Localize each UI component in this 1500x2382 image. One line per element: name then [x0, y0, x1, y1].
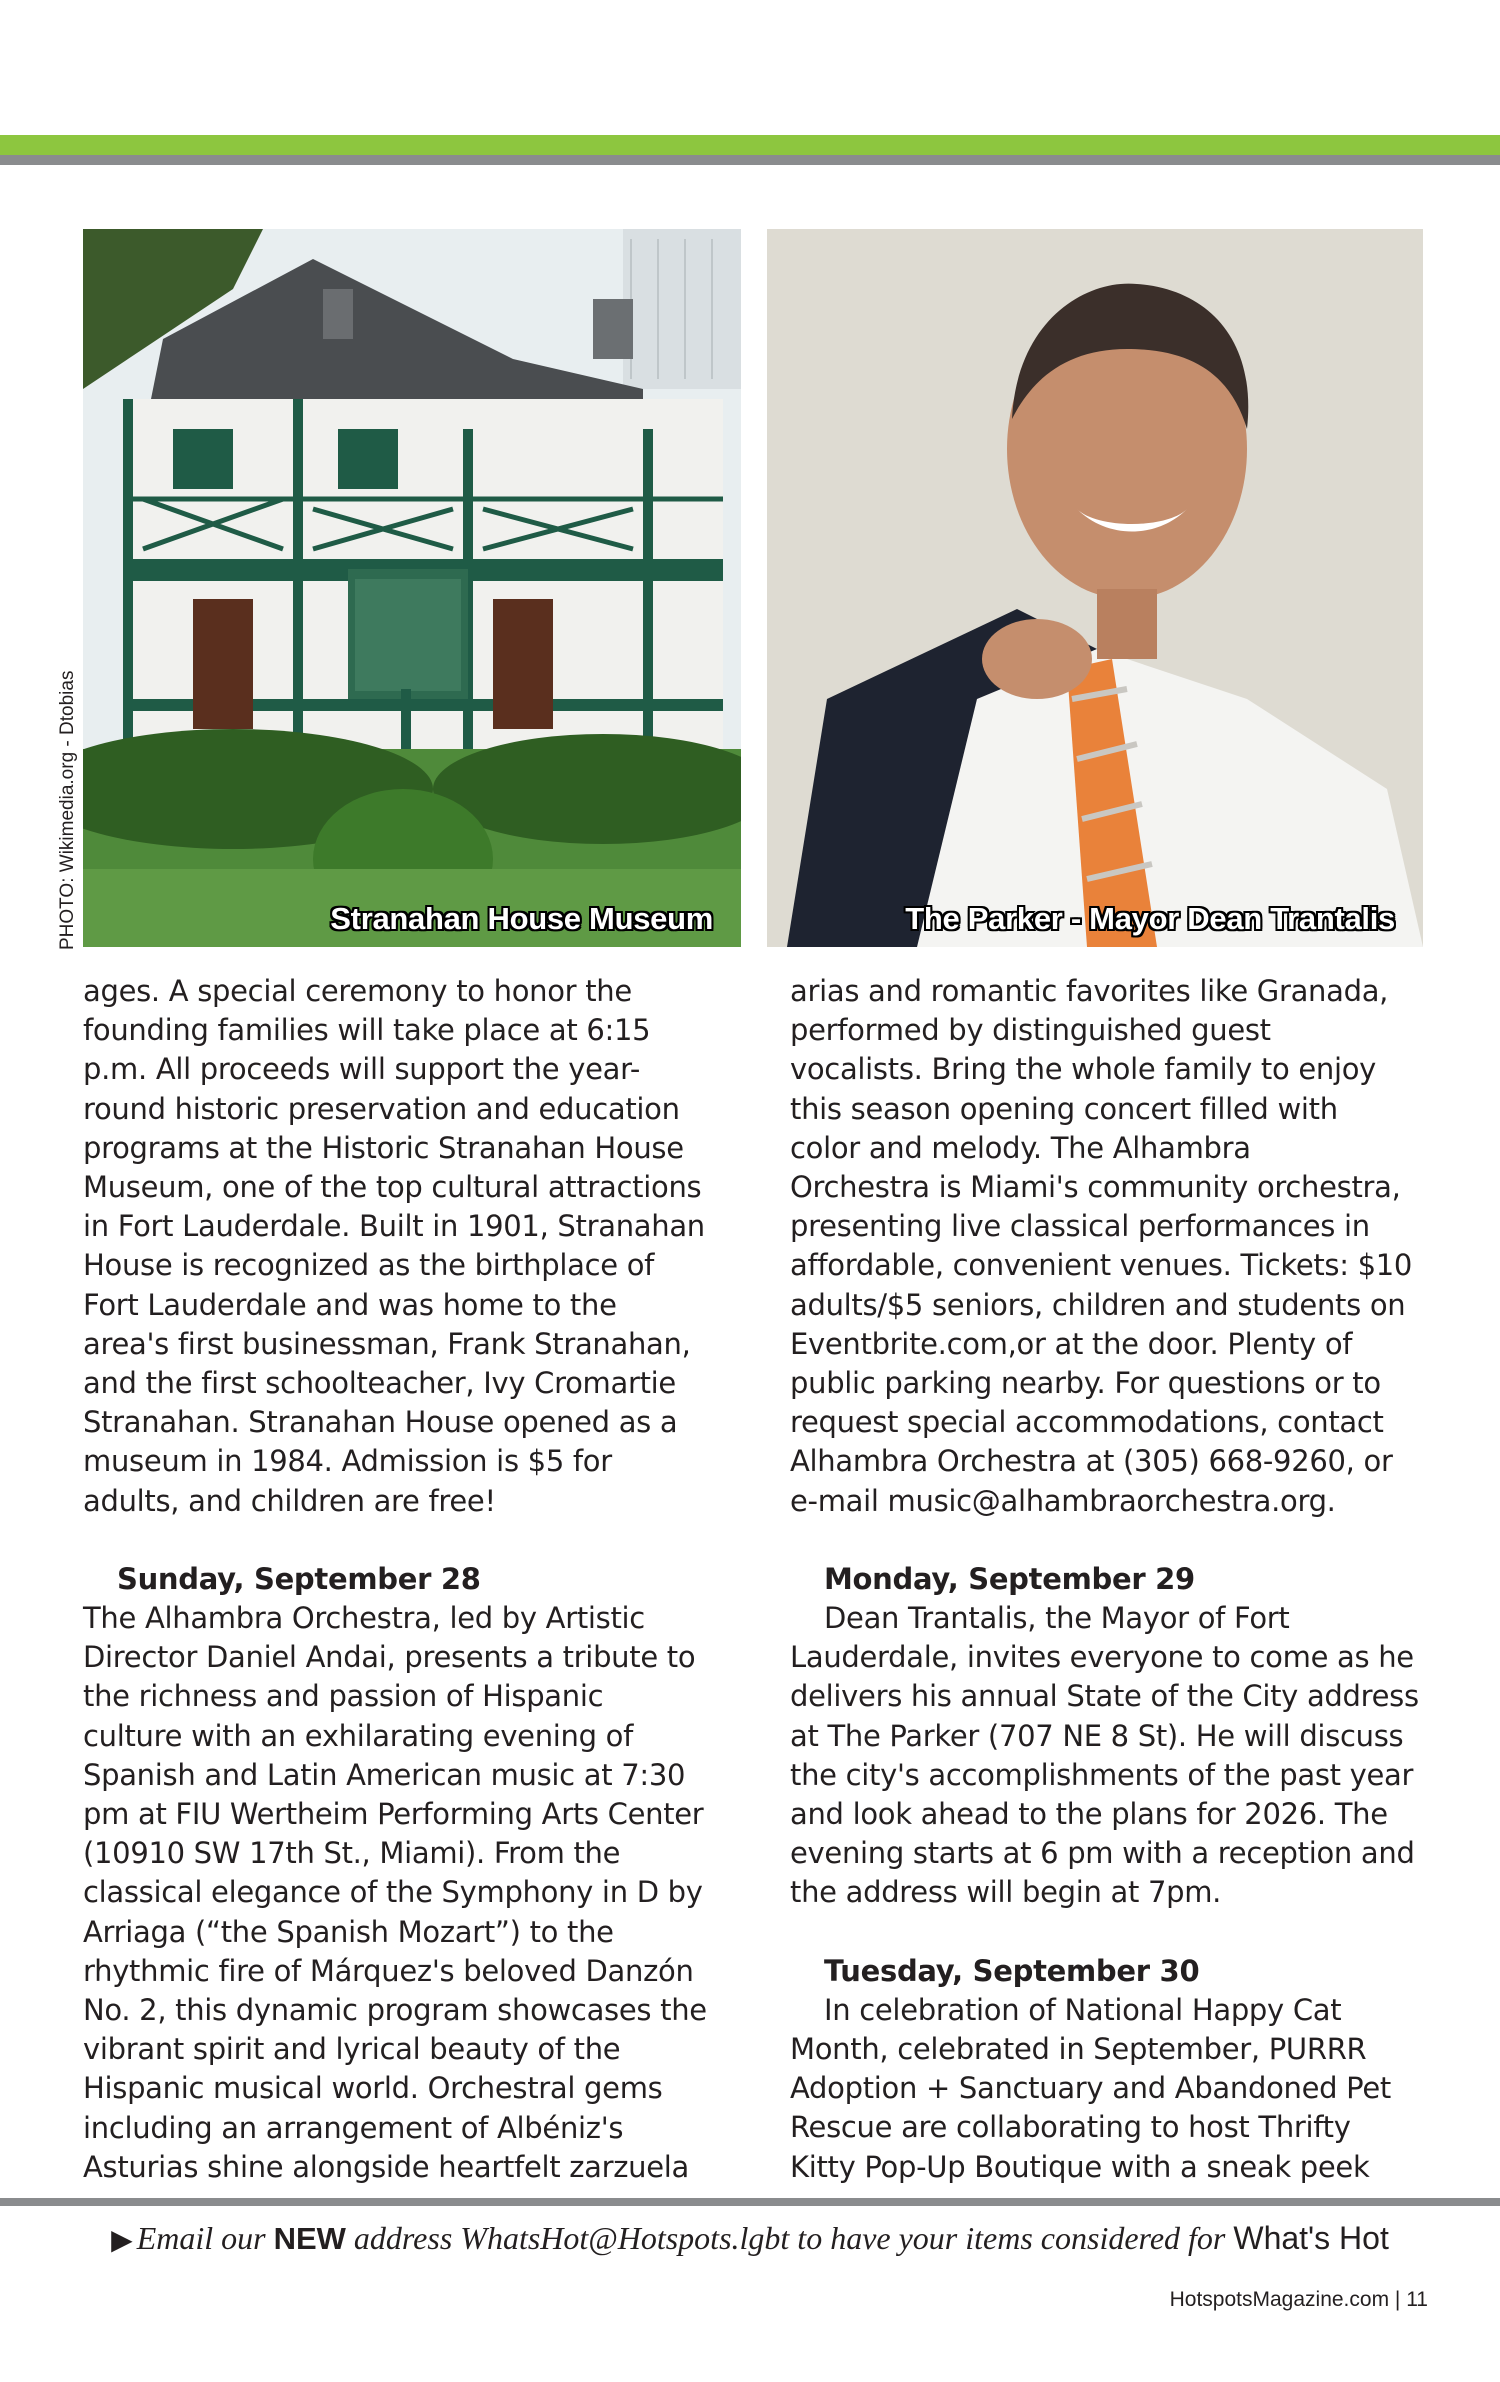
text-line: programs at the Historic Stranahan House	[83, 1130, 684, 1165]
text-line: request special accommodations, contact	[790, 1405, 1384, 1440]
text-line: Lauderdale, invites everyone to come as he	[790, 1640, 1414, 1675]
page-number: 11	[1406, 2288, 1428, 2311]
right-intro	[790, 972, 1440, 1521]
text-line: vibrant spirit and lyrical beauty of the	[83, 2032, 621, 2067]
sunday-heading: Sunday, September 28	[117, 1561, 481, 1596]
footer-lead: Email our	[136, 2220, 266, 2256]
tuesday-heading: Tuesday, September 30	[824, 1953, 1200, 1988]
stranahan-house-photo	[83, 229, 741, 947]
play-arrow-icon: ▶	[111, 2225, 133, 2256]
footer-submission-note	[0, 2220, 1500, 2257]
text-line: Spanish and Latin American music at 7:30	[83, 1757, 686, 1792]
house-illustration	[83, 229, 741, 947]
text-line: Kitty Pop-Up Boutique with a sneak peek	[790, 2149, 1370, 2184]
text-line: and look ahead to the plans for 2026. The	[790, 1797, 1388, 1832]
text-line: performed by distinguished guest	[790, 1013, 1271, 1048]
text-line: classical elegance of the Symphony in D by	[83, 1875, 703, 1910]
text-line: affordable, convenient venues. Tickets: $10	[790, 1248, 1413, 1283]
photo-caption-right: The Parker - Mayor Dean Trantalis	[905, 901, 1395, 936]
photo-caption-left: Stranahan House Museum	[330, 901, 713, 936]
right-column	[790, 972, 1440, 2187]
text-line: arias and romantic favorites like Granada,	[790, 974, 1389, 1008]
text-line: Alhambra Orchestra at (305) 668-9260, or	[790, 1444, 1393, 1479]
text-line: and the first schoolteacher, Ivy Cromartie	[83, 1366, 676, 1401]
left-column	[83, 972, 733, 2187]
text-line: culture with an exhilarating evening of	[83, 1718, 634, 1753]
text-line: delivers his annual State of the City address	[790, 1679, 1419, 1714]
text-line: Orchestra is Miami's community orchestra,	[790, 1170, 1401, 1205]
text-line: The Alhambra Orchestra, led by Artistic	[83, 1601, 645, 1636]
section-name: What's Hot	[1233, 2220, 1389, 2256]
text-line: color and melody. The Alhambra	[790, 1130, 1251, 1165]
sunday-body	[83, 1599, 733, 2187]
footer-rule	[0, 2198, 1500, 2206]
portrait-illustration	[767, 229, 1423, 947]
text-line: rhythmic fire of Márquez's beloved Danzón	[83, 1953, 694, 1988]
text-line: the richness and passion of Hispanic	[83, 1679, 604, 1714]
text-line: including an arrangement of Albéniz's	[83, 2110, 624, 2145]
text-line: Eventbrite.com,or at the door. Plenty of	[790, 1326, 1353, 1361]
tuesday-body	[790, 1991, 1440, 2187]
text-line: at The Parker (707 NE 8 St). He will discuss	[790, 1718, 1404, 1753]
text-line: round historic preservation and education	[83, 1091, 680, 1126]
text-line: evening starts at 6 pm with a reception and	[790, 1836, 1415, 1871]
text-line: Museum, one of the top cultural attractions	[83, 1170, 702, 1205]
text-line: (10910 SW 17th St., Miami). From the	[83, 1836, 621, 1871]
text-line: the city's accomplishments of the past year	[790, 1757, 1414, 1792]
header-green-bar	[0, 135, 1500, 155]
text-line: Stranahan. Stranahan House opened as a	[83, 1405, 678, 1440]
text-line: pm at FIU Wertheim Performing Arts Center	[83, 1797, 704, 1832]
text-line: founding families will take place at 6:15	[83, 1013, 651, 1048]
photo-credit: PHOTO: Wikimedia.org - Dtobias	[57, 670, 78, 950]
text-line: the address will begin at 7pm.	[790, 1875, 1222, 1910]
text-line: area's first businessman, Frank Stranahan,	[83, 1326, 691, 1361]
text-line: public parking nearby. For questions or to	[790, 1366, 1381, 1401]
text-line: In celebration of National Happy Cat	[824, 1992, 1342, 2027]
text-line: No. 2, this dynamic program showcases the	[83, 1993, 707, 2028]
text-line: p.m. All proceeds will support the year-	[83, 1052, 641, 1087]
text-line: Arriaga (“the Spanish Mozart”) to the	[83, 1914, 614, 1949]
text-line: Hispanic musical world. Orchestral gems	[83, 2071, 663, 2106]
text-line: House is recognized as the birthplace of	[83, 1248, 655, 1283]
text-line: Asturias shine alongside heartfelt zarzuela	[83, 2149, 690, 2184]
text-line: Dean Trantalis, the Mayor of Fort	[824, 1601, 1290, 1636]
text-line: Fort Lauderdale and was home to the	[83, 1287, 617, 1322]
text-line: adults, and children are free!	[83, 1483, 496, 1518]
text-line: this season opening concert filled with	[790, 1091, 1338, 1126]
text-line: in Fort Lauderdale. Built in 1901, Stranahan	[83, 1209, 705, 1244]
new-label: NEW	[273, 2221, 346, 2256]
text-line: e-mail music@alhambraorchestra.org.	[790, 1483, 1336, 1518]
text-line: presenting live classical performances in	[790, 1209, 1370, 1244]
left-intro	[83, 972, 733, 1521]
site-name: HotspotsMagazine.com	[1169, 2288, 1390, 2311]
text-line: vocalists. Bring the whole family to enjoy	[790, 1052, 1377, 1087]
text-line: Adoption + Sanctuary and Abandoned Pet	[790, 2071, 1391, 2106]
header-gray-bar	[0, 155, 1500, 165]
text-line: Rescue are collaborating to host Thrifty	[790, 2110, 1351, 2145]
mayor-portrait-photo	[767, 229, 1423, 947]
text-line: Director Daniel Andai, presents a tribute to	[83, 1640, 696, 1675]
text-line: museum in 1984. Admission is $5 for	[83, 1444, 612, 1479]
monday-body	[790, 1599, 1440, 1913]
text-line: Month, celebrated in September, PURRR	[790, 2032, 1367, 2067]
monday-heading: Monday, September 29	[824, 1561, 1195, 1596]
text-line: adults/$5 seniors, children and students on	[790, 1287, 1406, 1322]
page-folio: HotspotsMagazine.com | 11	[1169, 2288, 1428, 2311]
text-line: ages. A special ceremony to honor the	[83, 974, 632, 1008]
footer-middle: address WhatsHot@Hotspots.lgbt to have your items considered for	[353, 2220, 1226, 2256]
